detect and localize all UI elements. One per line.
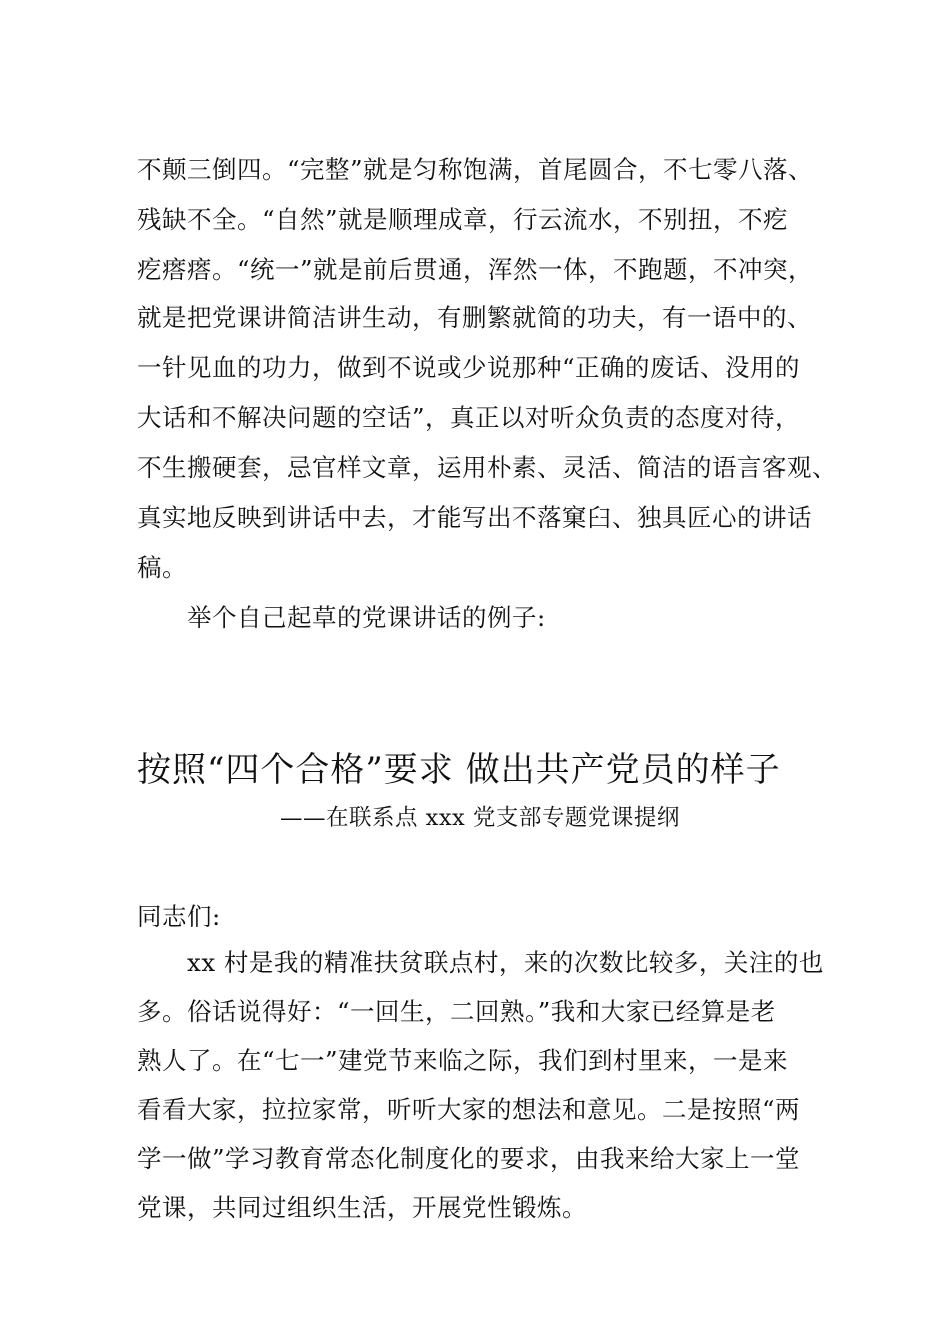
paragraph-line: 残缺不全。“自然”就是顺理成章，行云流水，不别扭，不疙 <box>137 205 789 234</box>
example-intro: 举个自己起草的党课讲话的例子: <box>187 603 546 632</box>
paragraph-line: 大话和不解决问题的空话”，真正以对听众负责的态度对待， <box>137 403 801 432</box>
paragraph-line: 一针见血的功力，做到不说或少说那种“正确的废话、没用的 <box>137 353 801 382</box>
paragraph-line: 疙瘩瘩。“统一”就是前后贯通，浑然一体，不跑题，不冲突， <box>137 255 814 284</box>
paragraph-line: 不颠三倒四。“完整”就是匀称饱满，首尾圆合，不七零八落、 <box>137 155 814 184</box>
body-line: 多。俗话说得好：“一回生，二回熟。”我和大家已经算是老 <box>137 997 776 1026</box>
body-line: 熟人了。在“七一”建党节来临之际，我们到村里来，一是来 <box>137 1046 789 1075</box>
paragraph-line: 真实地反映到讲话中去，才能写出不落窠臼、独具匠心的讲话 <box>137 503 812 532</box>
greeting: 同志们: <box>137 902 221 931</box>
document-title: 按照“四个合格”要求 做出共产党员的样子 <box>137 750 781 790</box>
paragraph-line: 不生搬硬套，忌官样文章，运用朴素、灵活、简洁的语言客观、 <box>137 453 837 482</box>
paragraph-line: 稿。 <box>137 553 187 582</box>
body-line: 学一做”学习教育常态化制度化的要求，由我来给大家上一堂 <box>137 1144 801 1173</box>
document-subtitle: ——在联系点 xxx 党支部专题党课提纲 <box>280 805 680 831</box>
body-line: xx 村是我的精准扶贫联点村，来的次数比较多，关注的也 <box>187 948 824 977</box>
paragraph-line: 就是把党课讲简洁讲生动，有删繁就简的功夫，有一语中的、 <box>137 303 812 332</box>
body-line: 看看大家，拉拉家常，听听大家的想法和意见。二是按照“两 <box>137 1095 801 1124</box>
body-line: 党课，共同过组织生活，开展党性锻炼。 <box>137 1193 587 1222</box>
